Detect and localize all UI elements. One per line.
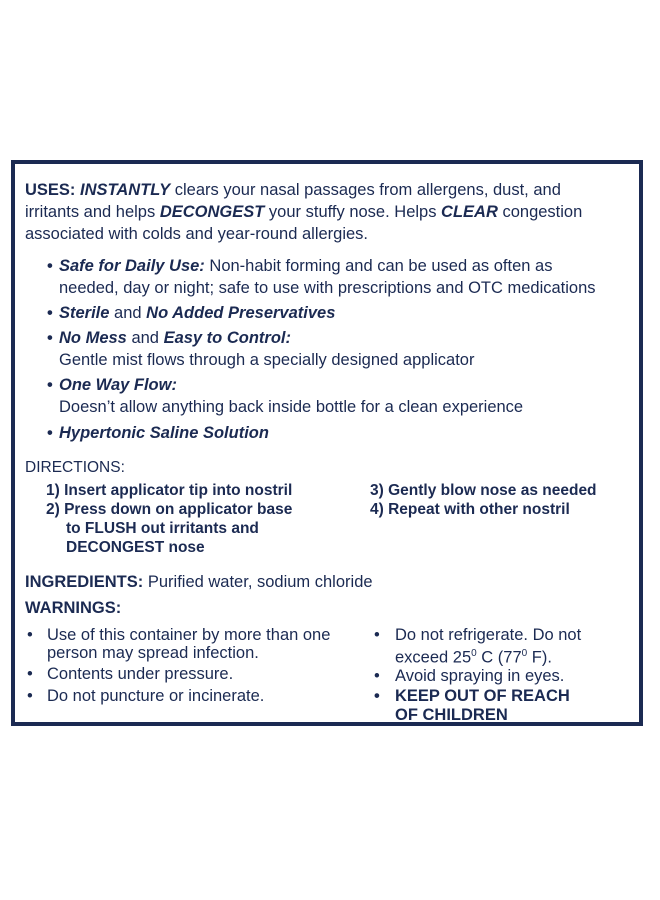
uses-label: USES:	[25, 181, 76, 199]
warning-children: KEEP OUT OF REACH	[395, 687, 570, 705]
bullet-icon: •	[47, 329, 53, 347]
bullet-icon: •	[374, 687, 380, 705]
bullet-icon: •	[374, 667, 380, 685]
direction-step-1: 1) Insert applicator tip into nostril	[46, 482, 293, 499]
bullet-icon: •	[374, 626, 380, 644]
warning-shared-use: Use of this container by more than one	[47, 626, 331, 644]
kw-instantly: INSTANTLY	[80, 181, 171, 199]
warning-children-cont: OF CHILDREN	[395, 706, 508, 724]
direction-step-3: 3) Gently blow nose as needed	[370, 482, 597, 499]
feature-safe-line-2: needed, day or night; safe to use with prescriptions and OTC medications	[59, 279, 596, 297]
feature-no-mess: No Mess and Easy to Control:	[59, 329, 291, 347]
warning-temperature: exceed $25^0$ C ($77^0$ F).	[395, 648, 552, 667]
bullet-icon: •	[27, 626, 33, 644]
kw-decongest: DECONGEST	[159, 203, 265, 221]
kw-clear: CLEAR	[441, 203, 498, 221]
bullet-icon: •	[47, 376, 53, 394]
warning-pressure: Contents under pressure.	[47, 665, 234, 683]
feature-mist-text: Gentle mist flows through a specially designed applicator	[59, 351, 475, 369]
feature-one-way: One Way Flow:	[59, 376, 177, 394]
uses-line-3: associated with colds and year-round allergies.	[25, 225, 369, 243]
warning-shared-use-cont: person may spread infection.	[47, 644, 259, 662]
directions-heading: DIRECTIONS:	[25, 459, 125, 476]
bullet-icon: •	[27, 665, 33, 683]
feature-sterile: Sterile and No Added Preservatives	[59, 304, 336, 322]
feature-hypertonic: Hypertonic Saline Solution	[59, 424, 269, 442]
direction-step-2-cont: DECONGEST nose	[66, 539, 205, 556]
uses-line-1: USES: INSTANTLY clears your nasal passages from allergens, dust, and	[25, 181, 561, 199]
drug-facts-panel	[11, 160, 643, 726]
warning-eyes: Avoid spraying in eyes.	[395, 667, 565, 685]
warning-refrigerate: Do not refrigerate. Do not	[395, 626, 582, 644]
direction-step-4: 4) Repeat with other nostril	[370, 501, 570, 518]
ingredients: INGREDIENTS: Purified water, sodium chloride	[25, 573, 373, 591]
ingredients-label: INGREDIENTS:	[25, 573, 144, 591]
direction-step-2-cont: to FLUSH out irritants and	[66, 520, 259, 537]
feature-safe-line-1: Safe for Daily Use: Non-habit forming and can be used as often as	[59, 257, 553, 275]
warning-puncture: Do not puncture or incinerate.	[47, 687, 265, 705]
bullet-icon: •	[47, 304, 53, 322]
feature-one-way-text: Doesn’t allow anything back inside bottle for a clean experience	[59, 398, 524, 416]
uses-line-2: irritants and helps DECONGEST your stuffy nose. Helps CLEAR congestion	[25, 203, 583, 221]
bullet-icon: •	[27, 687, 33, 705]
bullet-icon: •	[47, 424, 53, 442]
warnings-heading: WARNINGS:	[25, 599, 122, 617]
bullet-icon: •	[47, 257, 53, 275]
direction-step-2: 2) Press down on applicator base	[46, 501, 293, 518]
